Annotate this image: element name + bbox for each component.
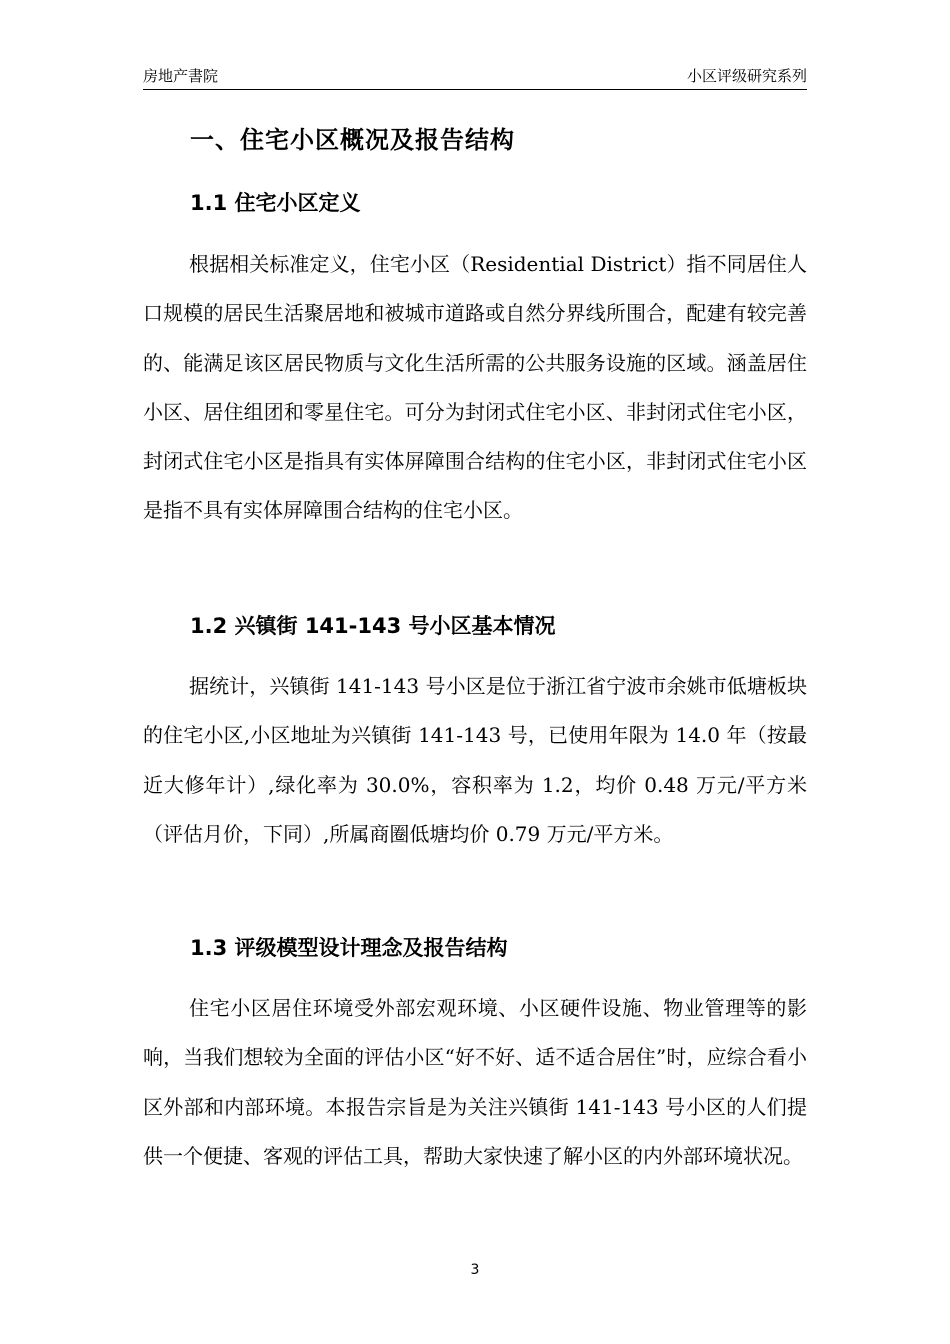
subsection-heading-1-3: 1.3 评级模型设计理念及报告结构 [190, 936, 508, 960]
section-heading: 一、住宅小区概况及报告结构 [190, 126, 515, 154]
paragraph-model-design: 住宅小区居住环境受外部宏观环境、小区硬件设施、物业管理等的影响，当我们想较为全面的评估小区“好不好、适不适合居住”时，应综合看小区外部和内部环境。本报告宗旨是为关注兴镇街 141-143 号小区的人们提供一个便捷、客观的评估工具，帮助大家快速了解小区的内外部环境状况。 [143, 996, 807, 1168]
subsection-heading-1-2: 1.2 兴镇街 141-143 号小区基本情况 [190, 614, 556, 638]
header-right-text: 小区评级研究系列 [686, 67, 807, 85]
header-left-text: 房地产書院 [143, 67, 219, 85]
page-number: 3 [470, 1262, 480, 1278]
subsection-heading-1-1: 1.1 住宅小区定义 [190, 191, 361, 215]
paragraph-definition: 根据相关标准定义，住宅小区（Residential District）指不同居住人口规模的居民生活聚居地和被城市道路或自然分界线所围合，配建有较完善的、能满足该区居民物质与文化生活所需的公共服务设施的区域。涵盖居住小区、居住组团和零星住宅。可分为封闭式住宅小区、非封闭式住宅小区，封闭式住宅小区是指具有实体屏障围合结构的住宅小区，非封闭式住宅小区是指不具有实体屏障围合结构的住宅小区。 [143, 252, 807, 523]
paragraph-basic-info: 据统计，兴镇街 141-143 号小区是位于浙江省宁波市余姚市低塘板块的住宅小区,小区地址为兴镇街 141-143 号，已使用年限为 14.0 年（按最近大修年计）,绿化率为 30.0%，容积率为 1.2，均价 0.48 万元/平方米（评估月价，下同）,所属商圈低塘均价 0.79 万元/平方米。 [143, 674, 807, 846]
page-header [143, 63, 807, 90]
